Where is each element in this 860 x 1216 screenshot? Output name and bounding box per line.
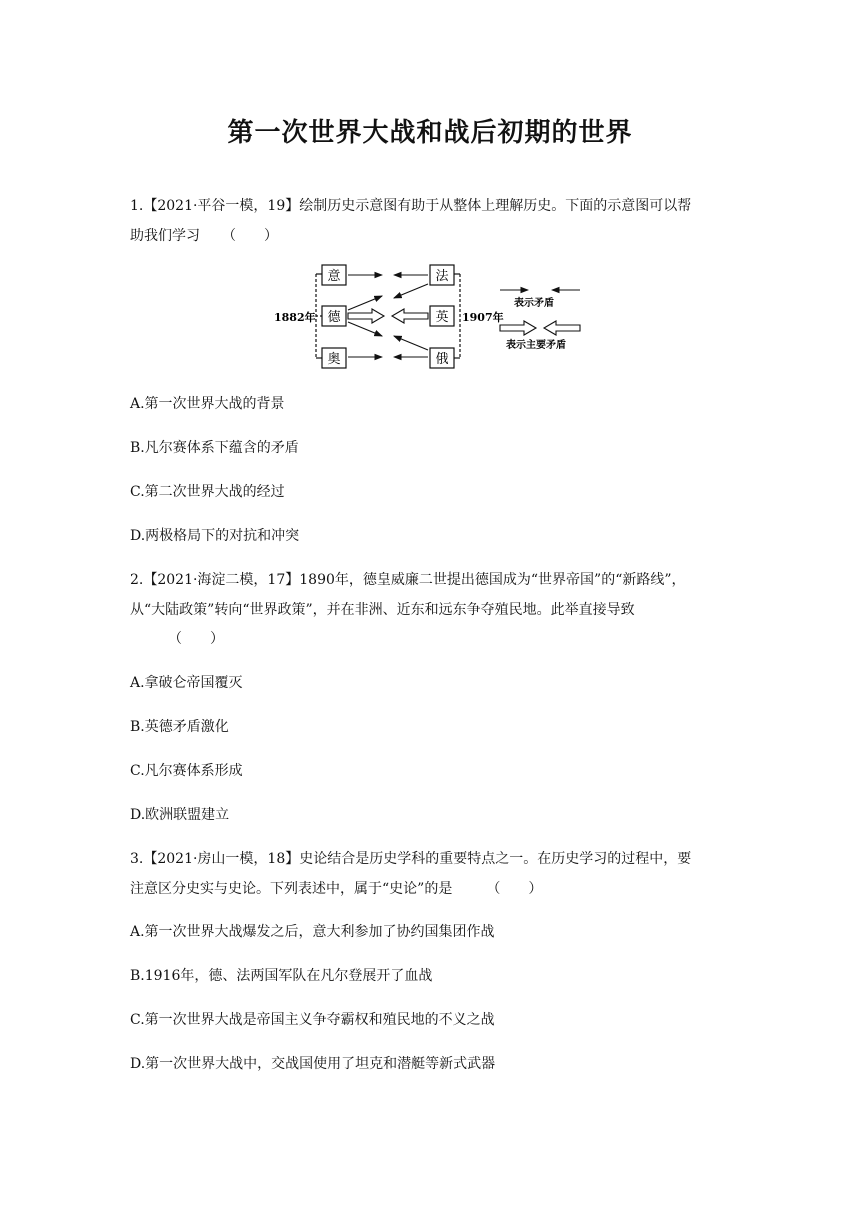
country-russia: 俄 <box>435 352 449 367</box>
question-2-stem-line-2: 从“大陆政策”转向“世界政策”，并在非洲、近东和远东争夺殖民地。此举直接导致 <box>130 602 635 618</box>
country-germany: 德 <box>327 310 341 325</box>
page-title: 第一次世界大战和战后初期的世界 <box>227 118 633 148</box>
country-france: 法 <box>435 269 449 284</box>
question-1-option-a: A.第一次世界大战的背景 <box>130 396 285 412</box>
country-italy: 意 <box>327 269 341 284</box>
question-1-answer-paren: （ ） <box>222 228 278 244</box>
question-1-option-c: C.第二次世界大战的经过 <box>130 484 285 500</box>
rivalry-diagram <box>270 262 590 372</box>
question-1-stem-text: 助我们学习 <box>130 228 200 244</box>
thick-arrow-germany <box>348 309 384 323</box>
question-2-answer-paren: （ ） <box>168 631 224 647</box>
arrow-russia-up <box>394 336 428 350</box>
question-1-stem-line-1: 1.【2021·平谷一模，19】绘制历史示意图有助于从整体上理解历史。下面的示意图可以帮 <box>130 198 692 214</box>
question-3-answer-paren: （ ） <box>486 881 543 897</box>
legend-thick-arrow-right <box>500 321 536 335</box>
question-2-option-a: A.拿破仑帝国覆灭 <box>130 675 243 691</box>
legend-thick-arrow-left <box>544 321 580 335</box>
arrow-germany-down <box>348 322 382 336</box>
question-3-stem-text: 注意区分史实与史论。下列表述中，属于“史论”的是 <box>130 881 453 897</box>
arrow-germany-up <box>348 296 382 310</box>
thick-arrow-britain <box>392 309 428 323</box>
question-1-option-d: D.两极格局下的对抗和冲突 <box>130 528 300 544</box>
question-3-stem-line-1: 3.【2021·房山一模，18】史论结合是历史学科的重要特点之一。在历史学习的过程中，要 <box>130 851 692 867</box>
question-2-option-c: C.凡尔赛体系形成 <box>130 763 243 779</box>
question-2-option-b: B.英德矛盾激化 <box>130 719 229 735</box>
question-2-stem-line-1: 2.【2021·海淀二模，17】1890年，德皇威廉二世提出德国成为“世界帝国”的“新路线”， <box>130 572 686 588</box>
question-2-option-d: D.欧洲联盟建立 <box>130 807 230 823</box>
question-3-option-d: D.第一次世界大战中，交战国使用了坦克和潜艇等新式武器 <box>130 1056 496 1072</box>
legend-thick-label: 表示主要矛盾 <box>506 340 566 351</box>
question-3-option-a: A.第一次世界大战爆发之后，意大利参加了协约国集团作战 <box>130 924 495 940</box>
question-3-stem-line-2 <box>130 878 542 898</box>
question-3-option-c: C.第一次世界大战是帝国主义争夺霸权和殖民地的不义之战 <box>130 1012 495 1028</box>
question-1-stem-line-2 <box>130 225 278 245</box>
question-1-option-b: B.凡尔赛体系下蕴含的矛盾 <box>130 440 299 456</box>
country-austria: 奥 <box>327 352 341 367</box>
right-year-label: 1907年 <box>462 311 504 324</box>
arrow-france-down <box>394 284 428 298</box>
country-britain: 英 <box>435 310 449 325</box>
question-3-option-b: B.1916年，德、法两国军队在凡尔登展开了血战 <box>130 968 433 984</box>
legend-thin-label: 表示矛盾 <box>514 298 554 309</box>
left-year-label: 1882年 <box>274 311 316 324</box>
